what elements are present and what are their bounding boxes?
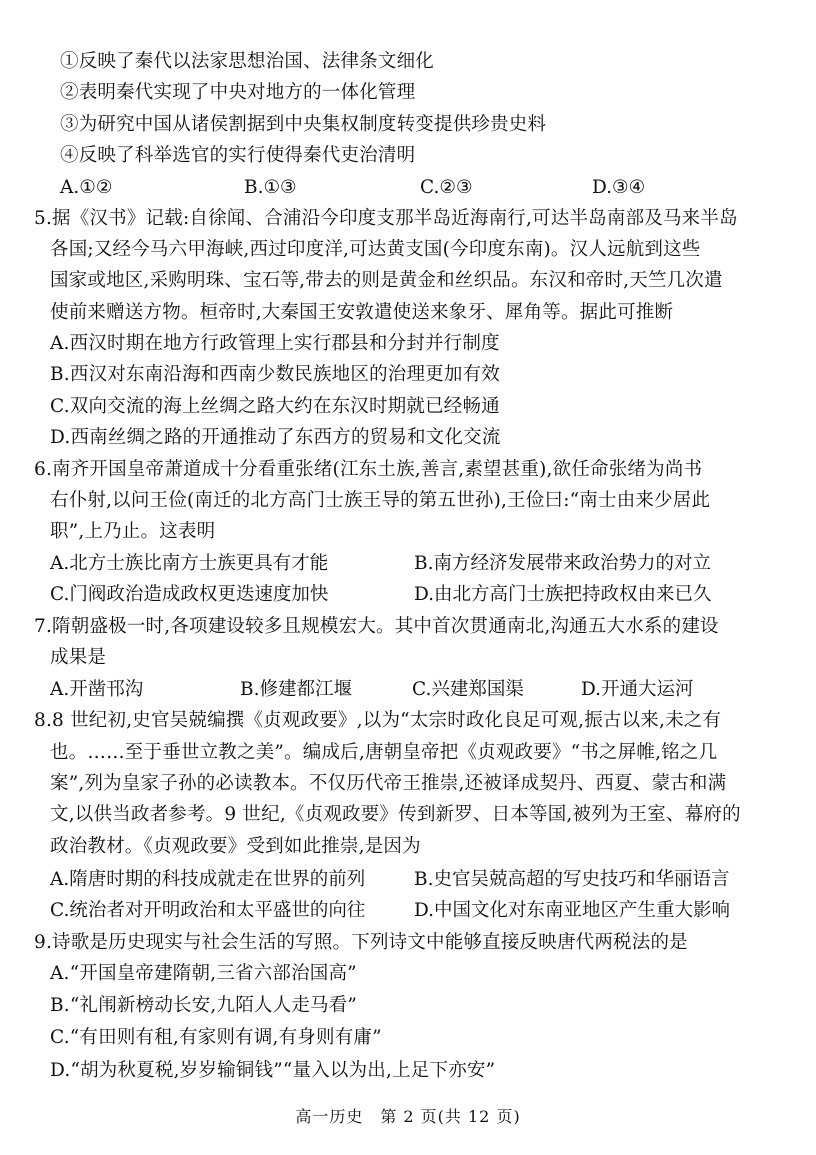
q9-option-d: D.“胡为秋夏税,岁岁输铜钱”“量入以为出,上足下亦安” — [50, 1060, 496, 1081]
q9-option-a: A.“开国皇帝建隋朝,三省六部治国高” — [50, 963, 357, 984]
q7-option-b: B.修建都江堰 — [240, 679, 352, 700]
q8-option-a: A.隋唐时期的科技成就走在世界的前列 — [50, 869, 366, 890]
q5-stem-line-2: 各国;又经今马六甲海峡,西过印度洋,可达黄支国(今印度东南)。汉人远航到这些 — [50, 239, 701, 260]
q4-option-b: B.①③ — [244, 177, 297, 198]
q8-option-c: C.统治者对开明政治和太平盛世的向往 — [50, 900, 366, 921]
q5-option-b: B.西汉对东南沿海和西南少数民族地区的治理更加有效 — [50, 364, 500, 385]
q7-option-c: C.兴建郑国渠 — [412, 679, 524, 700]
q9-option-c: C.“有田则有租,有家则有调,有身则有庸” — [50, 1027, 382, 1048]
q4-option-c: C.②③ — [420, 177, 473, 198]
q7-option-d: D.开通大运河 — [581, 679, 694, 700]
q9-stem-line-1: 9.诗歌是历史现实与社会生活的写照。下列诗文中能够直接反映唐代两税法的是 — [34, 932, 688, 953]
q8-stem-line-5: 政治教材。《贞观政要》受到如此推崇,是因为 — [50, 836, 421, 857]
q6-option-b: B.南方经济发展带来政治势力的对立 — [414, 553, 711, 574]
q6-option-a: A.北方士族比南方士族更具有才能 — [50, 553, 329, 574]
q6-stem-line-2: 右仆射,以问王俭(南迁的北方高门士族王导的第五世孙),王俭曰:“南士由来少居此 — [50, 490, 711, 511]
q4-statement-3: ③为研究中国从诸侯割据到中央集权制度转变提供珍贵史料 — [60, 114, 547, 135]
q8-stem-line-2: 也。……至于垂世立教之美”。编成后,唐朝皇帝把《贞观政要》“书之屏帷,铭之几 — [50, 742, 718, 763]
q4-option-d: D.③④ — [592, 177, 646, 198]
q4-statement-4: ④反映了科举选官的实行使得秦代吏治清明 — [60, 145, 416, 166]
q8-option-b: B.史官吴兢高超的写史技巧和华丽语言 — [414, 869, 730, 890]
q5-option-a: A.西汉时期在地方行政管理上实行郡县和分封并行制度 — [50, 333, 500, 354]
q9-option-b: B.“礼闱新榜动长安,九陌人人走马看” — [50, 995, 358, 1016]
q7-stem-line-2: 成果是 — [50, 647, 107, 668]
q5-stem-line-1: 5.据《汉书》记载:自徐闻、合浦沿今印度支那半岛近海南行,可达半岛南部及马来半岛 — [34, 208, 738, 229]
q5-option-c: C.双向交流的海上丝绸之路大约在东汉时期就已经畅通 — [50, 396, 500, 417]
q6-stem-line-1: 6.南齐开国皇帝萧道成十分看重张绪(江东土族,善言,素望甚重),欲任命张绪为尚书 — [34, 459, 703, 480]
q4-option-a: A.①② — [60, 177, 113, 198]
q6-option-c: C.门阀政治造成政权更迭速度加快 — [50, 584, 329, 605]
q8-option-d: D.中国文化对东南亚地区产生重大影响 — [414, 900, 731, 921]
q8-stem-line-1: 8.8 世纪初,史官吴兢编撰《贞观政要》,以为“太宗时政化良足可观,振古以来,未之有 — [34, 710, 722, 731]
q5-stem-line-3: 国家或地区,采购明珠、宝石等,带去的则是黄金和丝织品。东汉和帝时,天竺几次遣 — [50, 270, 723, 291]
q4-statement-1: ①反映了秦代以法家思想治国、法律条文细化 — [60, 51, 435, 72]
q8-stem-line-4: 文,以供当政者参考。9 世纪,《贞观政要》传到新罗、日本等国,被列为王室、幕府的 — [50, 804, 741, 825]
q7-option-a: A.开凿邗沟 — [50, 679, 144, 700]
q4-statement-2: ②表明秦代实现了中央对地方的一体化管理 — [60, 82, 416, 103]
q6-stem-line-3: 职”,上乃止。这表明 — [50, 521, 216, 542]
q5-option-d: D.西南丝绸之路的开通推动了东西方的贸易和文化交流 — [50, 427, 501, 448]
q6-option-d: D.由北方高门士族把持政权由来已久 — [414, 584, 712, 605]
page-footer: 高一历史 第 2 页(共 12 页) — [295, 1107, 521, 1126]
q5-stem-line-4: 使前来赠送方物。桓帝时,大秦国王安敦遣使送来象牙、犀角等。据此可推断 — [50, 302, 674, 323]
q7-stem-line-1: 7.隋朝盛极一时,各项建设较多且规模宏大。其中首次贯通南北,沟通五大水系的建设 — [34, 616, 719, 637]
q8-stem-line-3: 案”,列为皇家子孙的必读教本。不仅历代帝王推崇,还被译成契丹、西夏、蒙古和满 — [50, 773, 727, 794]
